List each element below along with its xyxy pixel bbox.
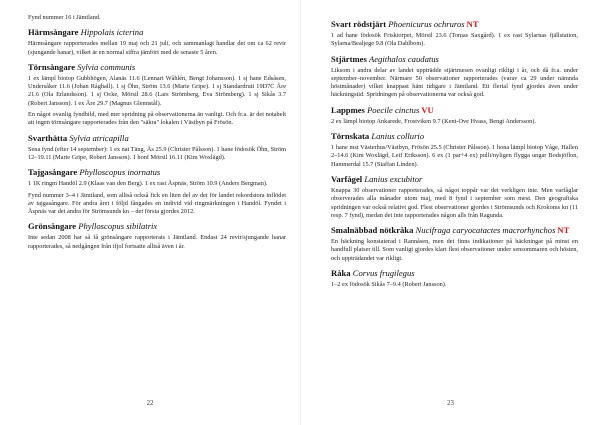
species-heading (28, 167, 286, 178)
species-scientific-name: Sylvia communis (77, 61, 136, 72)
redlist-status-badge: NT (466, 19, 479, 29)
species-heading (331, 54, 578, 65)
species-heading (331, 268, 578, 279)
species-name: Varfågel (331, 173, 363, 184)
species-scientific-name: Hippolais icterina (80, 27, 144, 38)
species-name: Stjärtmes (331, 53, 367, 64)
page-number: 23 (447, 400, 454, 407)
species-scientific-name: Sylvia atricapilla (69, 132, 129, 143)
paragraph: 1 1K ringm Handöl 2.9 (Klaas van den Berg). 1 ex rast Åspnäs, Ström 10.9 (Anders Bergman). (28, 180, 268, 188)
species-heading (331, 174, 578, 185)
species-name: Grönsångare (28, 221, 77, 232)
species-name: Törnsångare (28, 61, 76, 72)
paragraph: Knappa 30 observationer rapporterades, så något toppår var det verkligen inte. Men varfåglar observerades alla månader utom maj, med 8 fynd i september som mest. Den geografiska spridningen var också relativt god. Flest observationer gjordes i Strömsunds och Krokoms kn (11 resp. 7 fynd), medan det inte rapporterades någon alls från Ragunda. (331, 186, 578, 219)
species-heading (331, 131, 578, 142)
species-heading (28, 62, 286, 73)
species-name: Smalnäbbad nötkråka (331, 225, 414, 236)
paragraph: 1 ex lämpl biotop Gubbhögen, Alanäs 11.6 (Lennart Wåhlén, Bengt Johansson). 1 sj hane Edsåsen, Undersåker 11.6 (Johan Råghall). 1 sj Öhn, Ström 13.6 (Marie Gripe). 1 sj Standardrutt 19D7C Åre 21.6 (Ola Erlandsson). 1 sj Ocke, Mörsil 28.6 (Lars Strömberg, Eva Strömberg). 1 sj Sikås 3.7 (Robert Jansson). 1 ex Åre 29.7 (Magnus Glennstål). (28, 74, 286, 107)
paragraph: 1–2 ex födosök Sikås 7–9.4 (Robert Jansson). (331, 281, 447, 289)
species-heading (28, 27, 286, 38)
paragraph: En häckning konstaterad i Rannåsen, men det finns indikationer på häckningar på minst en handfull platser till. Som vanligt gjordes klart flest observationer under sensommaren och hösten, och uppträdandet var rikligt. (331, 238, 578, 262)
species-heading (28, 221, 286, 232)
species-scientific-name: Lanius excubitor (364, 173, 423, 184)
species-heading (331, 19, 578, 30)
species-scientific-name: Aegithalos caudatus (368, 53, 439, 64)
page-right (300, 0, 600, 425)
paragraph: En något ovanlig fyndbild, med mer spridning på observationerna än vanligt. Och fr.a. är det notabelt att ingen törnsångare rapporterades från den "säkra" lokalen i Västbyn på Frösön. (28, 111, 286, 127)
species-scientific-name: Poecile cinctus (367, 104, 420, 115)
species-name: Svarthätta (28, 132, 68, 143)
paragraph: 2 ex lämpl biotop Ankarede, Frostviken 9.7 (Kent-Ove Hvass, Bengt Andersson). (331, 117, 536, 125)
species-name: Råka (331, 268, 351, 279)
species-scientific-name: Nucifraga caryocatactes macrorhynchos (415, 225, 556, 236)
paragraph: Fynd nummer 16 i Jämtland. (28, 14, 101, 21)
paragraph: 1 hane mst Västerhus/Västbyn, Frösön 25.5 (Christer Pålsson). 1 hona lämpl biotop Våge, Hallen 2–14.6 (Kim Woxlägd, Leif Eriksson). 6 ex (1 par+4 ex) pulli/nyligen flygga ungar Bodsjöflon, Hammerdal 15.7 (Staffan Linden). (331, 144, 578, 168)
species-heading (331, 225, 578, 236)
species-heading (28, 133, 286, 144)
paragraph: Fynd nummer 3–4 i Jämtland, som alltså också fick en liten del av det för landet rekordstora inflödet av tajgasångare. För andra året i följd fångades en individ vid ringmärkningen i Handöl. Fyndet i Åspnäs var det andra för Strömsunds kn – det första gjordes 2012. (28, 191, 286, 216)
species-name: Lappmes (331, 104, 365, 115)
species-scientific-name: Phylloscopus sibilatrix (78, 221, 158, 232)
paragraph: Inte sedan 2008 har så få grönsångare rapporterats i Jämtland. Endast 24 revir/sjungande hanar rapporterades, så nedgången från ifjol fortsatte alltså även i år. (28, 234, 286, 250)
species-name: Tajgasångare (28, 167, 78, 178)
species-scientific-name: Corvus frugilegus (352, 268, 415, 279)
paragraph: Härmsångare rapporterades mellan 19 maj och 21 juli, och sammanlagt handlar det om ca 62 revir (sjungande hanar), vilket är en normal siffra jämfört med de senaste 5 åren. (28, 40, 286, 56)
paragraph: Sena fynd (efter 14 september): 1 ex nat Täng, Ås 25.9 (Christer Pålsson). 1 hane födosök Öhn, Ström 12–19.11 (Marie Gripe, Robert Jansson). 1 honf Mörsil 16.11 (Kim Woxlägd). (28, 145, 286, 161)
species-scientific-name: Phylloscopus inornatus (79, 167, 161, 178)
column-right (331, 19, 578, 289)
species-name: Härmsångare (28, 27, 79, 38)
species-scientific-name: Lanius collurio (371, 131, 425, 142)
redlist-status-badge: VU (421, 104, 434, 115)
redlist-status-badge: NT (557, 225, 570, 236)
species-heading (331, 105, 578, 116)
column-left (28, 14, 286, 251)
species-name: Törnskata (331, 131, 370, 142)
species-scientific-name: Phoenicurus ochruros (388, 19, 465, 29)
paragraph: 1 ad hane födosök Frisktorpet, Mörsil 23.6 (Tomas Saxgård). 1 ex rast Sylarnas fjällstation, Sylarna/Bealjege 9.8 (Ola Dahlbom). (331, 32, 578, 48)
paragraph: Liksom i andra delar av landet uppträdde stjärtmesen ovanligt rikligt i år, och då fr.a. under september–november. Närmare 50 observationer rapporterades (varav ca 29 under nämnda höstmånader) vilket knappast hänt tidigare i Jämtland. Ett flertal fynd gjordes även under häckningstid. Spridningen på observationerna var också god. (331, 66, 578, 99)
page-number: 22 (146, 400, 154, 407)
species-name: Svart rödstjärt (331, 19, 387, 29)
